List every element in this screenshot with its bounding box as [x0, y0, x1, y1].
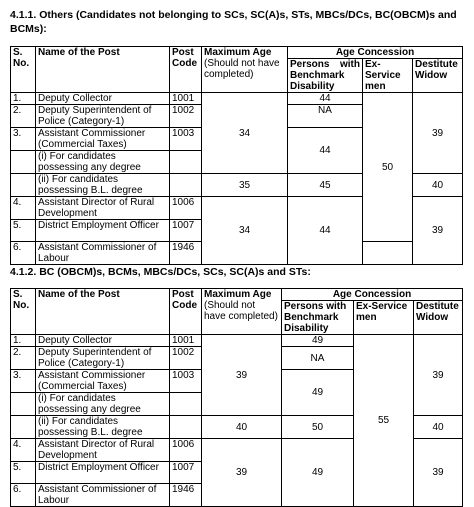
cell-max-age: 39: [202, 335, 282, 416]
cell-sno: 3.: [11, 370, 36, 393]
cell-ex-servicemen: 50: [363, 93, 413, 242]
section-heading-reserved: 4.1.2. BC (OBCM)s, BCMs, MBCs/DCs, SCs, SC(A)s and STs:: [10, 266, 311, 278]
header-max-age-note: (Should not have completed): [204, 58, 280, 80]
header-max-age: [202, 47, 288, 93]
cell-post-code: [170, 174, 202, 197]
cell-post-code: 1006: [170, 439, 202, 462]
cell-benchmark: 49: [282, 439, 354, 507]
cell-post-name: Deputy Collector: [36, 93, 170, 105]
header-max-age-title: Maximum Age: [204, 47, 272, 58]
cell-post-code: 1007: [170, 220, 202, 242]
cell-destitute-widow: 39: [414, 439, 463, 507]
cell-max-age: 34: [202, 93, 288, 174]
cell-sno: [11, 416, 36, 439]
cell-sno: 4.: [11, 439, 36, 462]
cell-destitute-widow: 39: [413, 93, 463, 174]
cell-post-name: Assistant Commissioner of Labour: [36, 484, 170, 507]
cell-post-code: 1001: [170, 335, 202, 347]
age-table-others: [10, 46, 463, 265]
header-age-concession: Age Concession: [288, 47, 463, 59]
cell-sno: [11, 151, 36, 174]
cell-max-age: 40: [202, 416, 282, 439]
cell-post-name: (i) For candidates possessing any degree: [36, 393, 170, 416]
header-max-age: [202, 289, 282, 335]
cell-post-code: [170, 416, 202, 439]
cell-max-age: 34: [202, 197, 288, 265]
cell-post-name: Assistant Commissioner (Commercial Taxes): [36, 370, 170, 393]
header-sno: S. No.: [11, 289, 36, 335]
cell-post-name: District Employment Officer: [36, 462, 170, 484]
cell-post-code: 1001: [170, 93, 202, 105]
cell-post-code: 1003: [170, 128, 202, 151]
cell-sno: [11, 174, 36, 197]
cell-max-age: 35: [202, 174, 288, 197]
header-destitute-widow: Destitute Widow: [414, 301, 463, 335]
cell-post-code: [170, 151, 202, 174]
cell-post-name: Assistant Commissioner (Commercial Taxes): [36, 128, 170, 151]
cell-post-code: 1006: [170, 197, 202, 220]
cell-sno: [11, 393, 36, 416]
cell-sno: 4.: [11, 197, 36, 220]
header-ex-servicemen: Ex-Service men: [354, 301, 414, 335]
cell-benchmark: 44: [288, 128, 363, 174]
header-post-code: Post Code: [170, 289, 202, 335]
cell-post-name: Assistant Commissioner of Labour: [36, 242, 170, 265]
header-benchmark-disability: Persons with Benchmark Disability: [288, 59, 363, 93]
header-ex-servicemen: Ex-Service men: [363, 59, 413, 93]
cell-post-name: Assistant Director of Rural Development: [36, 197, 170, 220]
header-sno: S. No.: [11, 47, 36, 93]
cell-sno: 6.: [11, 484, 36, 507]
cell-destitute-widow: 39: [413, 197, 463, 265]
cell-sno: 2.: [11, 105, 36, 128]
age-table-reserved: [10, 288, 463, 507]
cell-sno: 6.: [11, 242, 36, 265]
cell-sno: 5.: [11, 462, 36, 484]
cell-post-name: Deputy Superintendent of Police (Category-1): [36, 105, 170, 128]
cell-post-code: 1002: [170, 105, 202, 128]
header-max-age-title: Maximum Age: [204, 289, 272, 300]
cell-post-code: 1003: [170, 370, 202, 393]
cell-benchmark: NA: [288, 105, 363, 128]
cell-post-code: 1007: [170, 462, 202, 484]
cell-post-code: 1946: [170, 242, 202, 265]
cell-post-name: (ii) For candidates possessing B.L. degree: [36, 174, 170, 197]
cell-post-code: [170, 393, 202, 416]
cell-benchmark: 49: [282, 370, 354, 416]
header-post-code: Post Code: [170, 47, 202, 93]
cell-post-name: (i) For candidates possessing any degree: [36, 151, 170, 174]
header-benchmark-disability: Persons with Benchmark Disability: [282, 301, 354, 335]
cell-benchmark: NA: [282, 347, 354, 370]
cell-destitute-widow: 40: [413, 174, 463, 197]
cell-benchmark: 50: [282, 416, 354, 439]
section-heading-others: 4.1.1. Others (Candidates not belonging to SCs, SC(A)s, STs, MBCs/DCs, BC(OBCM)s and BCMs):: [10, 9, 457, 35]
cell-ex-servicemen: 55: [354, 335, 414, 507]
header-max-age-note: (Should not have completed): [204, 300, 278, 322]
cell-benchmark: 44: [288, 197, 363, 265]
cell-ex-servicemen-blank: [363, 242, 413, 265]
cell-sno: 5.: [11, 220, 36, 242]
cell-post-name: Deputy Superintendent of Police (Category-1): [36, 347, 170, 370]
cell-post-code: 1002: [170, 347, 202, 370]
cell-post-code: 1946: [170, 484, 202, 507]
header-age-concession: Age Concession: [282, 289, 463, 301]
cell-destitute-widow: 39: [414, 335, 463, 416]
cell-max-age: 39: [202, 439, 282, 507]
cell-benchmark: 44: [288, 93, 363, 105]
header-post-name: Name of the Post: [36, 289, 170, 335]
cell-sno: 3.: [11, 128, 36, 151]
cell-benchmark: 49: [282, 335, 354, 347]
cell-post-name: Deputy Collector: [36, 335, 170, 347]
header-post-name: Name of the Post: [36, 47, 170, 93]
cell-post-name: District Employment Officer: [36, 220, 170, 242]
cell-benchmark: 45: [288, 174, 363, 197]
cell-sno: 2.: [11, 347, 36, 370]
cell-destitute-widow: 40: [414, 416, 463, 439]
cell-sno: 1.: [11, 93, 36, 105]
cell-post-name: (ii) For candidates possessing B.L. degree: [36, 416, 170, 439]
cell-sno: 1.: [11, 335, 36, 347]
header-destitute-widow: Destitute Widow: [413, 59, 463, 93]
cell-post-name: Assistant Director of Rural Development: [36, 439, 170, 462]
